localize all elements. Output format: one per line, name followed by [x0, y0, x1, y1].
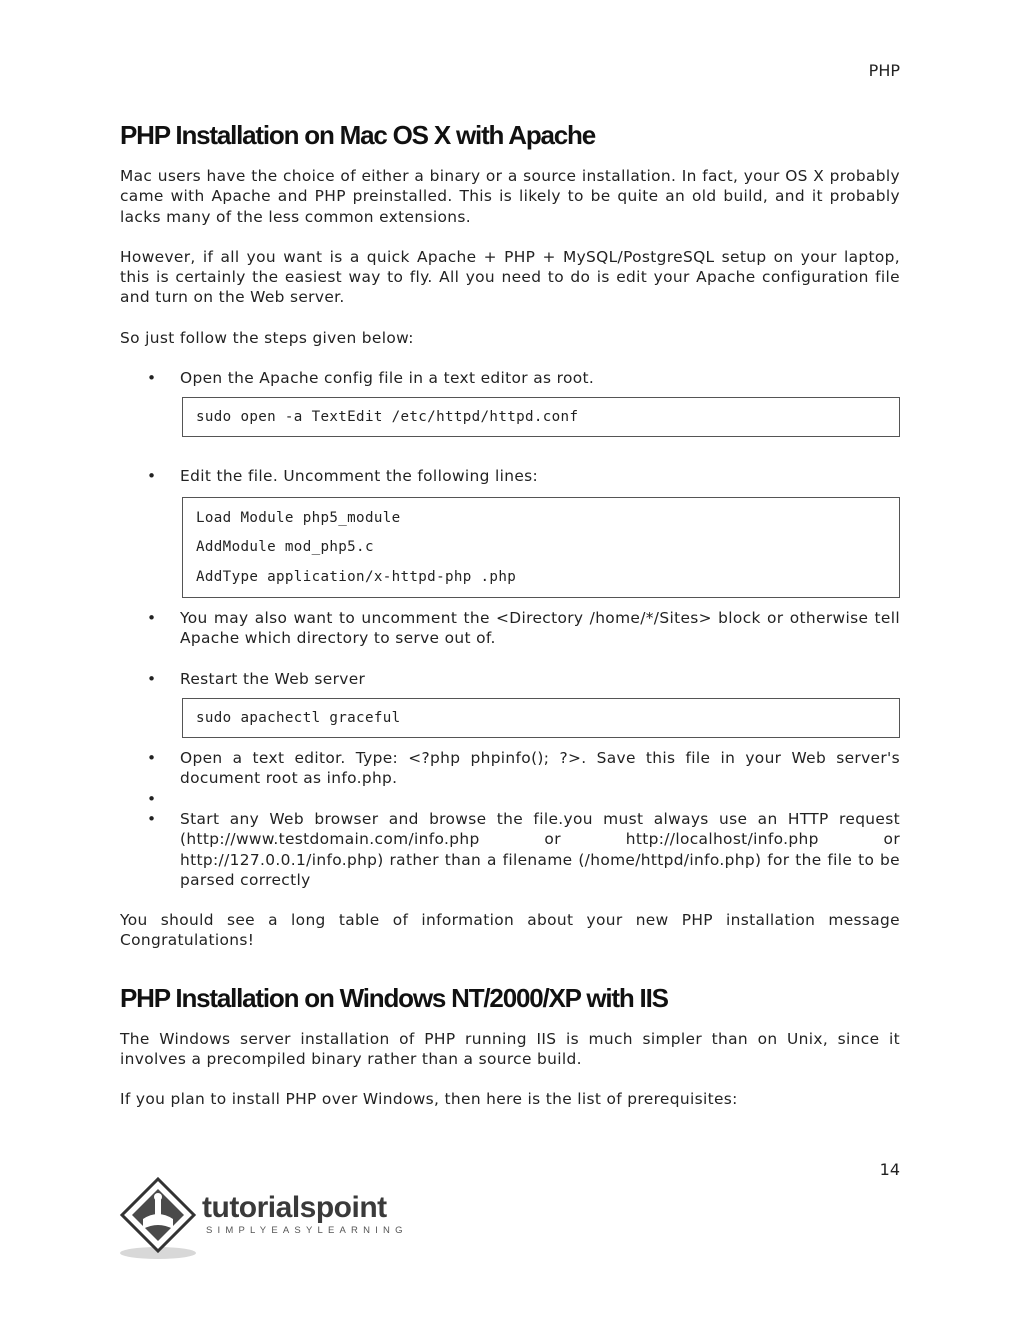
- bullet-icon: •: [147, 669, 157, 688]
- list-item: [120, 608, 900, 649]
- list-item: [120, 789, 900, 809]
- list-item: [120, 368, 900, 388]
- paragraph: The Windows server installation of PHP running IIS is much simpler than on Unix, since it involves a precompiled binary rather than a source build.: [120, 1029, 900, 1069]
- code-line: AddType application/x-httpd-php .php: [196, 568, 517, 585]
- step-text: Open a text editor. Type: <?php phpinfo(); ?>. Save this file in your Web server's document root as info.php.: [180, 749, 900, 788]
- bullet-icon: •: [147, 467, 157, 486]
- step-text: You may also want to uncomment the <Directory /home/*/Sites> block or otherwise tell Apache which directory to serve out of.: [180, 609, 900, 648]
- code-line: sudo open -a TextEdit /etc/httpd/httpd.conf: [196, 409, 579, 426]
- list-item: [120, 748, 900, 789]
- list-item: [120, 466, 900, 486]
- bullet-icon: •: [147, 809, 157, 828]
- steps-list: [120, 368, 900, 890]
- bullet-icon: •: [147, 369, 157, 388]
- step-text: Edit the file. Uncomment the following lines:: [180, 467, 539, 486]
- list-item: [120, 809, 900, 890]
- paragraph: So just follow the steps given below:: [120, 328, 414, 347]
- code-item: [120, 397, 900, 437]
- section-title-mac: PHP Installation on Mac OS X with Apache: [120, 120, 595, 150]
- section-title-windows: PHP Installation on Windows NT/2000/XP with IIS: [120, 982, 668, 1013]
- page-number: 14: [879, 1160, 900, 1179]
- bullet-icon: •: [147, 789, 157, 808]
- bullet-icon: •: [147, 609, 157, 628]
- code-block: [182, 397, 900, 437]
- code-line: Load Module php5_module: [196, 509, 401, 526]
- running-header: PHP: [868, 61, 900, 80]
- bullet-icon: •: [147, 749, 157, 768]
- code-item: [120, 698, 900, 738]
- code-block: [182, 698, 900, 738]
- step-text: Open the Apache config file in a text editor as root.: [180, 369, 595, 388]
- code-block: [182, 497, 900, 599]
- logo-mark-icon: [118, 1175, 208, 1265]
- paragraph: However, if all you want is a quick Apache + PHP + MySQL/PostgreSQL setup on your laptop, this is certainly the easiest way to fly. All you need to do is edit your Apache configuration file and turn on the Web server.: [120, 247, 900, 307]
- logo-wordmark: tutorialspoint: [202, 1191, 387, 1224]
- paragraph: You should see a long table of information about your new PHP installation message Congratulations!: [120, 911, 900, 950]
- paragraph: If you plan to install PHP over Windows, then here is the list of prerequisites:: [120, 1090, 738, 1109]
- page-content: [120, 118, 900, 1130]
- logo-tagline: SIMPLYEASYLEARNING: [206, 1225, 408, 1236]
- step-text: Restart the Web server: [180, 669, 366, 688]
- list-item: [120, 669, 900, 689]
- code-item: [120, 497, 900, 599]
- paragraph: Mac users have the choice of either a binary or a source installation. In fact, your OS X probably came with Apache and PHP preinstalled. This is likely to be quite an old build, and it probably lacks many of the less common extensions.: [120, 167, 900, 226]
- tutorialspoint-logo: [118, 1175, 418, 1265]
- code-line: AddModule mod_php5.c: [196, 539, 374, 556]
- code-line: sudo apachectl graceful: [196, 710, 401, 727]
- step-text: Start any Web browser and browse the file.you must always use an HTTP request (http://www.testdomain.com/info.php or http://localhost/info.php or http://127.0.0.1/info.php) rather than a filename (/home/httpd/info.php) for the file to be parsed correctly: [180, 809, 900, 889]
